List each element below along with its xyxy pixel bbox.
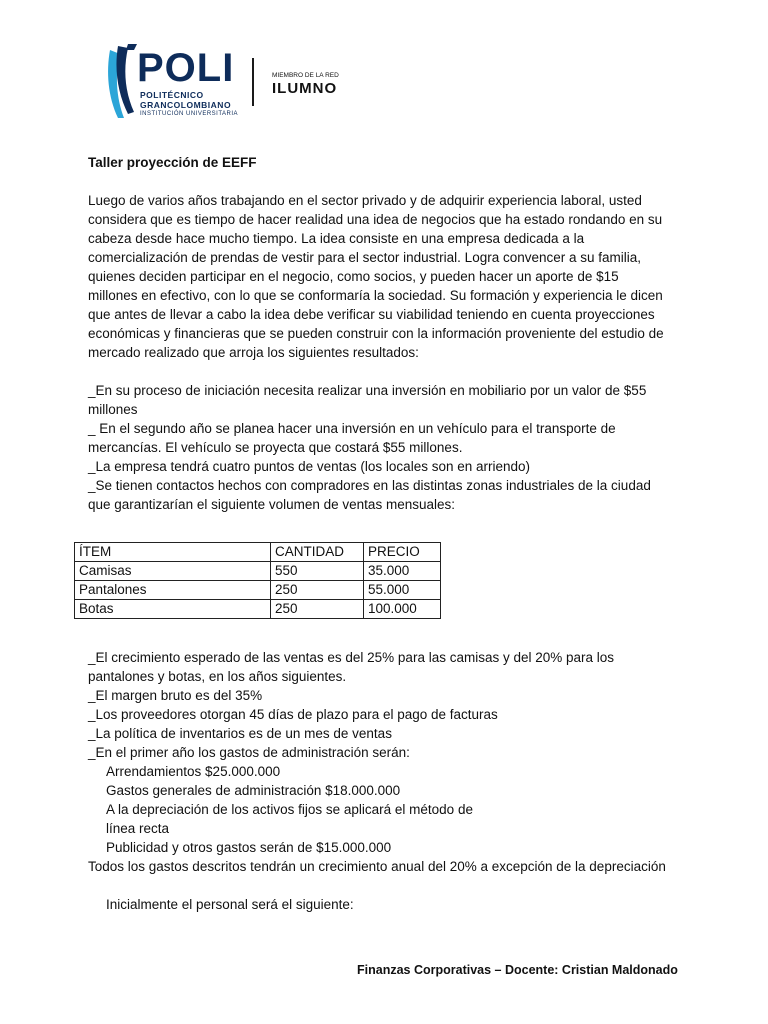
table-cell: 100.000 [364, 600, 441, 619]
table-header: ÍTEM [75, 543, 271, 562]
logo-divider [252, 58, 254, 106]
table-header: PRECIO [364, 543, 441, 562]
list-item: _Los proveedores otorgan 45 días de plazo para el pago de facturas [88, 707, 498, 722]
table-cell: 35.000 [364, 562, 441, 581]
list-item: _El crecimiento esperado de las ventas es del 25% para las camisas y del 20% para los pantalones y botas, en los años siguientes. [88, 650, 615, 684]
expense-item: A la depreciación de los activos fijos se aplicará el método de [106, 802, 473, 817]
network-label: MIEMBRO DE LA RED [272, 72, 339, 79]
table-header-row [75, 543, 441, 562]
conditions-list [88, 381, 668, 514]
growth-note: Todos los gastos descritos tendrán un crecimiento anual del 20% a excepción de la depreciación [88, 859, 666, 874]
table-header: CANTIDAD [271, 543, 364, 562]
document-title: Taller proyección de EEFF [88, 155, 257, 170]
assumptions-section [88, 648, 668, 914]
poli-line2: GRANCOLOMBIANO [140, 100, 232, 110]
table-cell: 250 [271, 581, 364, 600]
table-row [75, 581, 441, 600]
table-row [75, 600, 441, 619]
sales-table [74, 542, 441, 619]
list-item: _Se tienen contactos hechos con compradores en las distintas zonas industriales de la ciudad que garantizarían el siguiente volumen de ventas mensuales: [88, 478, 651, 512]
table-cell: Camisas [75, 562, 271, 581]
poli-line1: POLITÉCNICO [140, 90, 204, 100]
table-cell: Pantalones [75, 581, 271, 600]
intro-paragraph: Luego de varios años trabajando en el sector privado y de adquirir experiencia laboral, usted considera que es tiempo de hacer realidad una idea de negocios que ha estado rondando en su cabeza desde hace mucho tiempo. La idea consiste en una empresa dedicada a la comercialización de prendas de vestir para el sector industrial. Logra convencer a su familia, quienes deciden participar en el negocio, como socios, y pueden hacer un aporte de $15 millones en efectivo, con lo que se conformaría la sociedad. Su formación y experiencia le dicen que antes de llevar a cabo la idea debe verificar su viabilidad teniendo en cuenta proyecciones económicas y financieras que se pueden construir con la información proveniente del estudio de mercado realizado que arroja los siguientes resultados: [88, 193, 664, 360]
poli-brand: POLI [137, 46, 235, 90]
list-item: _En el primer año los gastos de administración serán: [88, 745, 410, 760]
poli-emblem-icon [104, 42, 138, 122]
list-item: _En su proceso de iniciación necesita realizar una inversión en mobiliario por un valor de $55 millones [88, 383, 647, 417]
table-cell: Botas [75, 600, 271, 619]
table-cell: 250 [271, 600, 364, 619]
expense-item: Publicidad y otros gastos serán de $15.000.000 [106, 840, 392, 855]
list-item: _La política de inventarios es de un mes de ventas [88, 726, 392, 741]
page-footer: Finanzas Corporativas – Docente: Cristian Maldonado [357, 963, 678, 977]
expense-item: línea recta [106, 821, 170, 836]
list-item: _ En el segundo año se planea hacer una inversión en un vehículo para el transporte de mercancías. El vehículo se proyecta que costará $55 millones. [88, 421, 616, 455]
expense-item: Arrendamientos $25.000.000 [106, 764, 281, 779]
document-body [88, 153, 668, 514]
network-name: ILUMNO [272, 80, 338, 97]
table-row [75, 562, 441, 581]
header-logo [104, 42, 364, 124]
personnel-intro: Inicialmente el personal será el siguiente: [106, 897, 354, 912]
list-item: _La empresa tendrá cuatro puntos de ventas (los locales son en arriendo) [88, 459, 531, 474]
expense-item: Gastos generales de administración $18.000.000 [106, 783, 401, 798]
list-item: _El margen bruto es del 35% [88, 688, 263, 703]
table-cell: 550 [271, 562, 364, 581]
poli-line3: INSTITUCIÓN UNIVERSITARIA [140, 111, 239, 117]
table-cell: 55.000 [364, 581, 441, 600]
